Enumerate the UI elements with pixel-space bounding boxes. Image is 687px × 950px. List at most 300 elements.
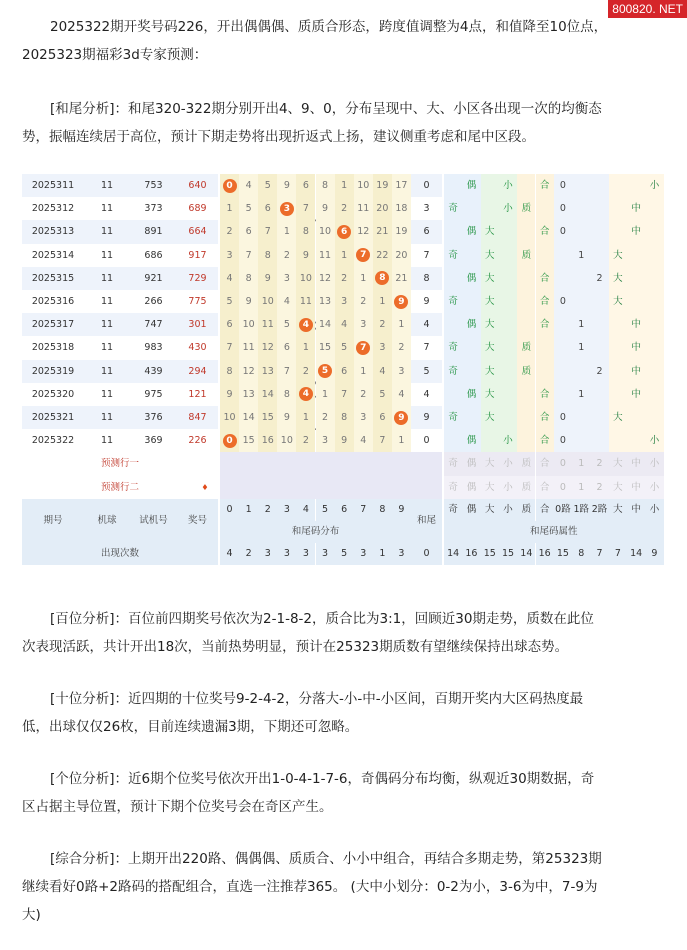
attr-cell: [499, 406, 517, 429]
draw-number-cell: 917: [177, 244, 218, 267]
miss-cell: 8: [277, 383, 296, 406]
hewei-cell: 9: [411, 290, 442, 313]
machine-cell: 11: [84, 429, 130, 452]
hit-cell: [335, 220, 354, 243]
miss-cell: 10: [220, 406, 239, 429]
attr-cell: 大: [481, 313, 499, 336]
attr-cell: 奇: [444, 360, 462, 383]
miss-cell: 1: [316, 383, 335, 406]
miss-cell: 14: [239, 406, 258, 429]
miss-cell: 15: [239, 429, 258, 452]
miss-cell: 9: [258, 267, 277, 290]
hewei-cell: 0: [411, 174, 442, 197]
attr-cell: 中: [627, 220, 645, 243]
ge-line1: [个位分析]：近6期个位奖号依次开出1-0-4-1-7-6，奇偶码分布均衡，纵观近30期数据，奇: [50, 771, 595, 787]
miss-cell: 2: [354, 290, 373, 313]
attr-cell: [590, 336, 608, 359]
attr-cell: [481, 197, 499, 220]
miss-cell: 11: [239, 336, 258, 359]
issue-cell: 2025316: [22, 290, 84, 313]
attr-cell: 合: [536, 174, 554, 197]
header-digit: 0: [220, 499, 239, 521]
attr-cell: 大: [609, 406, 627, 429]
attr-cell: 大: [609, 290, 627, 313]
miss-cell: 12: [258, 336, 277, 359]
attr-cell: 小: [499, 429, 517, 452]
attr-cell: 大: [481, 267, 499, 290]
attr-count: 14: [517, 543, 535, 565]
attr-cell: [627, 267, 645, 290]
header-digit: 7: [354, 499, 373, 521]
issue-cell: 2025311: [22, 174, 84, 197]
attr-count: 16: [536, 543, 554, 565]
attr-cell: 0: [554, 290, 572, 313]
miss-cell: 6: [258, 197, 277, 220]
test-number-cell: 686: [130, 244, 177, 267]
attr-cell: 合: [536, 220, 554, 243]
miss-cell: 2: [354, 383, 373, 406]
attr-cell: [499, 290, 517, 313]
test-number-cell: 369: [130, 429, 177, 452]
attr-cell: [572, 406, 590, 429]
hewei-cell: 8: [411, 267, 442, 290]
predict-cell: 大: [609, 476, 627, 499]
attr-cell: 偶: [462, 267, 480, 290]
miss-cell: 2: [296, 360, 315, 383]
attr-cell: 1: [572, 336, 590, 359]
header-digit: 5: [316, 499, 335, 521]
miss-cell: 1: [220, 197, 239, 220]
attr-cell: [627, 174, 645, 197]
attr-cell: 小: [645, 174, 663, 197]
attr-cell: [554, 383, 572, 406]
header-draw: 奖号: [177, 499, 218, 543]
attr-cell: 2: [590, 267, 608, 290]
draw-number-cell: 775: [177, 290, 218, 313]
predict-cell: 大: [481, 452, 499, 475]
miss-cell: 19: [392, 220, 411, 243]
attr-cell: [572, 220, 590, 243]
predict-cell: 质: [517, 452, 535, 475]
attr-cell: 合: [536, 383, 554, 406]
predict-cell: 小: [499, 476, 517, 499]
attr-count: 15: [554, 543, 572, 565]
header-attr: 1路: [572, 499, 590, 521]
attr-cell: [517, 220, 535, 243]
counts-label: 出现次数: [22, 543, 218, 565]
header-attr: 0路: [554, 499, 572, 521]
header-attr: 小: [499, 499, 517, 521]
predict-row-2-label: 预测行二: [22, 476, 218, 499]
attr-cell: 合: [536, 267, 554, 290]
hit-cell: [220, 429, 239, 452]
miss-cell: 12: [316, 267, 335, 290]
miss-cell: 11: [354, 197, 373, 220]
attr-cell: 大: [481, 360, 499, 383]
bai-line1: [百位分析]：百位前四期奖号依次为2-1-8-2，质合比为3:1，回顾近30期走势，质数在此位: [50, 611, 594, 627]
attr-cell: 合: [536, 406, 554, 429]
miss-cell: 9: [316, 197, 335, 220]
attr-count: 8: [572, 543, 590, 565]
predict-cell: 小: [645, 476, 663, 499]
draw-number-cell: 430: [177, 336, 218, 359]
attr-cell: 2: [590, 360, 608, 383]
attr-cell: 0: [554, 429, 572, 452]
miss-cell: 6: [373, 406, 392, 429]
attr-cell: [590, 290, 608, 313]
attr-cell: [572, 197, 590, 220]
attr-cell: [517, 174, 535, 197]
hit-cell: [316, 360, 335, 383]
header-dist-title: 和尾码分布: [220, 521, 411, 543]
predict-cell: 偶: [462, 476, 480, 499]
miss-cell: 9: [277, 406, 296, 429]
miss-cell: 5: [239, 197, 258, 220]
miss-cell: 8: [335, 406, 354, 429]
miss-cell: 22: [373, 244, 392, 267]
miss-cell: 3: [392, 360, 411, 383]
attr-cell: 质: [517, 336, 535, 359]
attr-cell: [444, 383, 462, 406]
attr-cell: [645, 197, 663, 220]
attr-cell: 0: [554, 174, 572, 197]
attr-cell: [645, 290, 663, 313]
miss-cell: 1: [296, 406, 315, 429]
miss-cell: 18: [392, 197, 411, 220]
attr-count: 16: [462, 543, 480, 565]
miss-cell: 15: [316, 336, 335, 359]
attr-cell: [499, 267, 517, 290]
hewei-cell: 7: [411, 336, 442, 359]
test-number-cell: 439: [130, 360, 177, 383]
attr-cell: [444, 174, 462, 197]
header-attr: 奇: [444, 499, 462, 521]
header-machine: 机球: [84, 499, 130, 543]
issue-cell: 2025322: [22, 429, 84, 452]
attr-count: 9: [645, 543, 663, 565]
header-digit: 9: [392, 499, 411, 521]
miss-cell: 2: [335, 267, 354, 290]
miss-cell: 15: [258, 406, 277, 429]
attr-cell: [645, 267, 663, 290]
machine-cell: 11: [84, 290, 130, 313]
miss-cell: 8: [239, 267, 258, 290]
attr-cell: [645, 244, 663, 267]
hit-cell: [220, 174, 239, 197]
miss-cell: 6: [239, 220, 258, 243]
predict-cell: 中: [627, 452, 645, 475]
miss-cell: 5: [373, 383, 392, 406]
attr-cell: 合: [536, 313, 554, 336]
attr-cell: [572, 290, 590, 313]
attr-cell: [499, 244, 517, 267]
attr-cell: [645, 220, 663, 243]
attr-cell: [590, 406, 608, 429]
draw-number-cell: 664: [177, 220, 218, 243]
predict-cell: 大: [609, 452, 627, 475]
digit-count: 3: [277, 543, 296, 565]
attr-cell: [645, 383, 663, 406]
attr-count: 15: [481, 543, 499, 565]
miss-cell: 21: [373, 220, 392, 243]
digit-count: 1: [373, 543, 392, 565]
miss-cell: 6: [220, 313, 239, 336]
issue-cell: 2025318: [22, 336, 84, 359]
miss-cell: 8: [296, 220, 315, 243]
miss-cell: 7: [335, 383, 354, 406]
attr-cell: [499, 383, 517, 406]
attr-cell: 偶: [462, 220, 480, 243]
miss-cell: 2: [220, 220, 239, 243]
predict-cell: 2: [590, 476, 608, 499]
predict-row-1-label: 预测行一: [22, 452, 218, 475]
zonghe-line1: [综合分析]：上期开出220路、偶偶偶、质质合、小小中组合，再结合多期走势，第25323期: [50, 851, 602, 867]
miss-cell: 4: [354, 429, 373, 452]
header-digit: 8: [373, 499, 392, 521]
miss-cell: 7: [220, 336, 239, 359]
machine-cell: 11: [84, 406, 130, 429]
attr-cell: [499, 336, 517, 359]
hit-ball: 3: [280, 202, 294, 216]
header-attr: 质: [517, 499, 535, 521]
miss-cell: 1: [335, 244, 354, 267]
hit-ball: 6: [337, 225, 351, 239]
miss-cell: 9: [277, 174, 296, 197]
hewei-count: 0: [411, 543, 442, 565]
attr-cell: [645, 313, 663, 336]
machine-cell: 11: [84, 220, 130, 243]
attr-cell: 质: [517, 244, 535, 267]
predict-hewei-area: [411, 452, 442, 498]
attr-cell: [517, 290, 535, 313]
test-number-cell: 921: [130, 267, 177, 290]
miss-cell: 10: [296, 267, 315, 290]
predict-cell: 小: [645, 452, 663, 475]
miss-cell: 14: [316, 313, 335, 336]
attr-cell: 质: [517, 360, 535, 383]
attr-cell: [572, 267, 590, 290]
attr-cell: 偶: [462, 174, 480, 197]
miss-cell: 17: [392, 174, 411, 197]
predict-cell: 小: [499, 452, 517, 475]
miss-cell: 4: [220, 267, 239, 290]
attr-cell: [536, 336, 554, 359]
header-digit: 1: [239, 499, 258, 521]
miss-cell: 14: [258, 383, 277, 406]
attr-cell: 大: [481, 406, 499, 429]
miss-cell: 9: [239, 290, 258, 313]
miss-cell: 20: [373, 197, 392, 220]
attr-cell: [609, 220, 627, 243]
test-number-cell: 983: [130, 336, 177, 359]
hit-cell: [354, 336, 373, 359]
issue-cell: 2025317: [22, 313, 84, 336]
miss-cell: 1: [392, 429, 411, 452]
hewei-line2: 势，振幅连续居于高位，预计下期走势将出现折返式上扬，建议侧重考虑和尾中区段。: [22, 129, 535, 145]
attr-cell: 大: [609, 244, 627, 267]
draw-number-cell: 689: [177, 197, 218, 220]
digit-count: 3: [296, 543, 315, 565]
hewei-cell: 3: [411, 197, 442, 220]
draw-number-cell: 294: [177, 360, 218, 383]
attr-count: 14: [627, 543, 645, 565]
test-number-cell: 373: [130, 197, 177, 220]
attr-cell: 中: [627, 313, 645, 336]
draw-number-cell: 226: [177, 429, 218, 452]
miss-cell: 8: [316, 174, 335, 197]
test-number-cell: 747: [130, 313, 177, 336]
miss-cell: 11: [258, 313, 277, 336]
attr-cell: 中: [627, 336, 645, 359]
predict-cell: 1: [572, 452, 590, 475]
machine-cell: 11: [84, 197, 130, 220]
miss-cell: 9: [335, 429, 354, 452]
attr-cell: [627, 406, 645, 429]
attr-cell: 奇: [444, 290, 462, 313]
issue-cell: 2025321: [22, 406, 84, 429]
hit-ball: 0: [223, 179, 237, 193]
miss-cell: 6: [335, 360, 354, 383]
digit-count: 5: [335, 543, 354, 565]
miss-cell: 5: [220, 290, 239, 313]
hewei-cell: 9: [411, 406, 442, 429]
attr-cell: [609, 429, 627, 452]
header-attr-title: 和尾码属性: [444, 521, 664, 543]
machine-cell: 11: [84, 244, 130, 267]
attr-cell: [481, 429, 499, 452]
attr-cell: [627, 244, 645, 267]
hit-cell: [354, 244, 373, 267]
attr-cell: [444, 313, 462, 336]
miss-cell: 6: [277, 336, 296, 359]
attr-cell: [554, 360, 572, 383]
header-digit: 6: [335, 499, 354, 521]
header-attr: 大: [609, 499, 627, 521]
attr-cell: [627, 290, 645, 313]
test-number-cell: 891: [130, 220, 177, 243]
attr-cell: [609, 197, 627, 220]
miss-cell: 2: [296, 429, 315, 452]
hit-cell: [392, 290, 411, 313]
miss-cell: 20: [392, 244, 411, 267]
machine-cell: 11: [84, 336, 130, 359]
shi-line1: [十位分析]：近四期的十位奖号9-2-4-2，分落大-小-中-小区间，百期开奖内大区码热度最: [50, 691, 584, 707]
miss-cell: 13: [239, 383, 258, 406]
predict-cell: 合: [536, 476, 554, 499]
attr-cell: 小: [499, 197, 517, 220]
draw-number-cell: 301: [177, 313, 218, 336]
attr-cell: 大: [481, 244, 499, 267]
intro-line1: 2025322期开奖号码226，开出偶偶偶、质质合形态，跨度值调整为4点，和值降至10位点，: [50, 19, 608, 35]
attr-cell: [536, 360, 554, 383]
miss-cell: 8: [220, 360, 239, 383]
miss-cell: 2: [373, 313, 392, 336]
hit-ball: 9: [394, 411, 408, 425]
attr-cell: [590, 220, 608, 243]
attr-cell: [645, 336, 663, 359]
attr-cell: [444, 429, 462, 452]
miss-cell: 1: [277, 220, 296, 243]
predict-digit-area: [220, 452, 411, 498]
attr-cell: 大: [481, 383, 499, 406]
machine-cell: 11: [84, 313, 130, 336]
attr-cell: 偶: [462, 429, 480, 452]
miss-cell: 8: [258, 244, 277, 267]
miss-cell: 13: [316, 290, 335, 313]
issue-cell: 2025320: [22, 383, 84, 406]
attr-cell: [609, 383, 627, 406]
test-number-cell: 266: [130, 290, 177, 313]
test-number-cell: 975: [130, 383, 177, 406]
attr-cell: 1: [572, 383, 590, 406]
header-digit: 2: [258, 499, 277, 521]
predict-cell: 中: [627, 476, 645, 499]
attr-cell: [499, 313, 517, 336]
attr-count: 14: [444, 543, 462, 565]
miss-cell: 3: [373, 336, 392, 359]
miss-cell: 11: [296, 290, 315, 313]
watermark: 800820. NET: [608, 0, 687, 18]
hewei-cell: 5: [411, 360, 442, 383]
shi-line2: 低，出球仅仅26枚，目前连续遗漏3期，下期还可忽略。: [22, 719, 359, 735]
predict-cell: 0: [554, 452, 572, 475]
hit-ball: 4: [299, 318, 313, 332]
miss-cell: 1: [296, 336, 315, 359]
attr-cell: [609, 174, 627, 197]
draw-number-cell: 640: [177, 174, 218, 197]
header-attr: 小: [645, 499, 663, 521]
miss-cell: 2: [316, 406, 335, 429]
hit-cell: [296, 383, 315, 406]
hit-ball: 9: [394, 295, 408, 309]
hewei-line1: [和尾分析]：和尾320-322期分别开出4、9、0，分布呈现中、大、小区各出现一次的均衡态: [50, 101, 602, 117]
miss-cell: 3: [335, 290, 354, 313]
attr-cell: [517, 383, 535, 406]
attr-cell: [645, 406, 663, 429]
header-attr: 2路: [590, 499, 608, 521]
miss-cell: 11: [316, 244, 335, 267]
miss-cell: 1: [335, 174, 354, 197]
machine-cell: 11: [84, 360, 130, 383]
draw-number-cell: 729: [177, 267, 218, 290]
header-issue: 期号: [22, 499, 84, 543]
attr-cell: [554, 267, 572, 290]
miss-cell: 4: [392, 383, 411, 406]
attr-cell: [444, 267, 462, 290]
miss-cell: 5: [258, 174, 277, 197]
miss-cell: 2: [392, 336, 411, 359]
attr-cell: 合: [536, 290, 554, 313]
test-number-cell: 753: [130, 174, 177, 197]
attr-cell: 大: [481, 336, 499, 359]
attr-cell: 偶: [462, 313, 480, 336]
attr-cell: [517, 429, 535, 452]
attr-cell: [462, 360, 480, 383]
attr-count: 7: [609, 543, 627, 565]
miss-cell: 2: [335, 197, 354, 220]
attr-cell: 0: [554, 406, 572, 429]
hewei-cell: 7: [411, 244, 442, 267]
hit-cell: [373, 267, 392, 290]
miss-cell: 6: [296, 174, 315, 197]
attr-cell: 小: [645, 429, 663, 452]
header-test: 试机号: [130, 499, 177, 543]
attr-cell: [499, 220, 517, 243]
miss-cell: 9: [220, 383, 239, 406]
attr-cell: 0: [554, 220, 572, 243]
hit-cell: [296, 313, 315, 336]
miss-cell: 3: [354, 406, 373, 429]
